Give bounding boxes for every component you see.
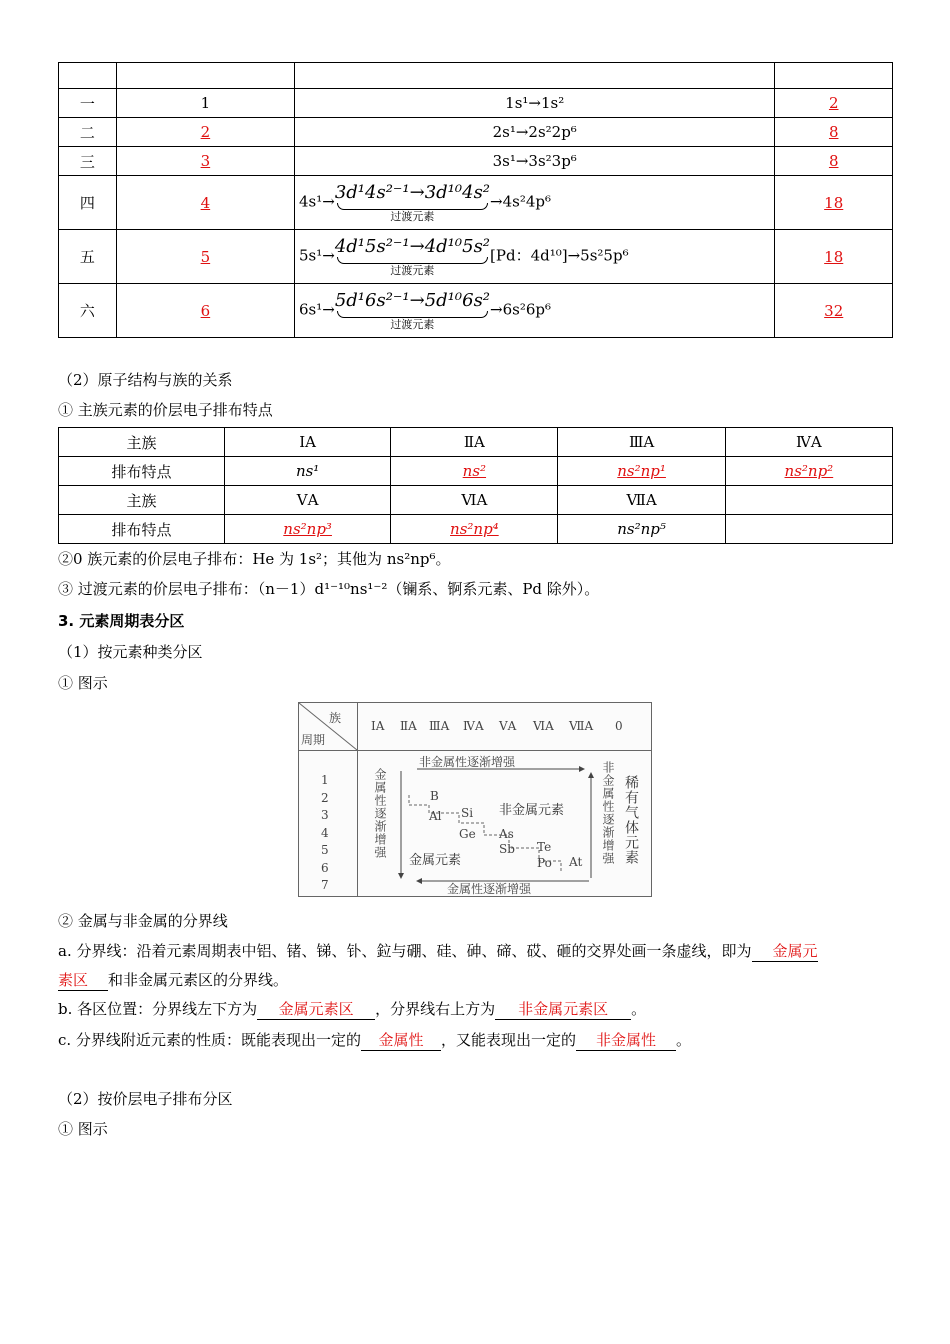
subsection-heading: ① 主族元素的价层电子排布特点 bbox=[58, 401, 273, 419]
section-heading: 3. 元素周期表分区 bbox=[58, 612, 185, 630]
text-segment: c. 分界线附近元素的性质：既能表现出一定的 bbox=[58, 1031, 361, 1049]
text-segment: ，分界线右上方为 bbox=[375, 1000, 496, 1018]
group-label: ⅡA bbox=[400, 719, 417, 733]
group-label: ⅤA bbox=[499, 719, 517, 733]
element-symbol: Si bbox=[461, 806, 474, 820]
period-label: 5 bbox=[321, 843, 329, 857]
table-row bbox=[59, 515, 893, 544]
metal-region-label: 金属元素 bbox=[409, 853, 462, 868]
period-label: 3 bbox=[321, 808, 329, 822]
config-cell bbox=[294, 230, 774, 284]
config-cell bbox=[294, 284, 774, 338]
config-suffix: [Pd：4d¹⁰]→5s²5p⁶ bbox=[490, 246, 629, 265]
brace-top: 3d¹4s²⁻¹→3d¹⁰4s² bbox=[334, 182, 491, 203]
text-segment: ，又能表现出一定的 bbox=[440, 1031, 576, 1049]
period-cell: 六 bbox=[59, 284, 117, 338]
count-cell: 32 bbox=[775, 284, 893, 338]
table-cell: ns²np⁴ bbox=[391, 515, 558, 544]
config-cell: 3s¹→3s²3p⁶ bbox=[294, 147, 774, 176]
table-cell: ⅠA bbox=[225, 428, 391, 457]
table-cell: ns²np⁵ bbox=[558, 515, 725, 544]
element-symbol: B bbox=[430, 789, 439, 803]
table-cell: 排布特点 bbox=[59, 515, 225, 544]
transition-brace bbox=[335, 182, 490, 223]
text-segment: 。 bbox=[631, 1000, 647, 1018]
count-cell: 2 bbox=[775, 89, 893, 118]
bottom-arrow-label: 金属性逐渐增强 bbox=[447, 882, 532, 896]
table-cell: 排布特点 bbox=[59, 457, 225, 486]
table-cell: ns¹ bbox=[225, 457, 391, 486]
group-label: ⅥA bbox=[533, 719, 554, 733]
subsection-heading: ② 金属与非金属的分界线 bbox=[58, 912, 228, 930]
table-cell: ns²np³ bbox=[225, 515, 391, 544]
text-line: ②0 族元素的价层电子排布：He 为 1s²；其他为 ns²np⁶。 bbox=[58, 550, 451, 568]
brace-label: 过渡元素 bbox=[390, 318, 435, 331]
period-label: 6 bbox=[321, 861, 329, 875]
periodic-region-figure bbox=[298, 702, 652, 897]
text-segment: 与硼、硅、砷、碲、砹、 bbox=[391, 942, 557, 960]
top-arrow-label: 非金属性逐渐增强 bbox=[419, 755, 516, 769]
element-symbol: As bbox=[499, 827, 514, 841]
brace-arc bbox=[337, 203, 488, 210]
element-symbol: Al bbox=[429, 809, 442, 823]
answer-blank: 非金属性 bbox=[576, 1029, 676, 1051]
table-cell: 主族 bbox=[59, 428, 225, 457]
count-cell: 18 bbox=[775, 176, 893, 230]
corner-top: 族 bbox=[329, 711, 342, 725]
element-symbol: Sb bbox=[499, 842, 515, 856]
count-cell: 18 bbox=[775, 230, 893, 284]
corner-bottom: 周期 bbox=[301, 733, 326, 747]
transition-brace bbox=[335, 236, 490, 277]
count-cell: 8 bbox=[775, 118, 893, 147]
transition-brace bbox=[335, 290, 490, 331]
text-segment: a. 分界线：沿着元素周期表中铝、锗、锑、钋、 bbox=[58, 942, 377, 960]
config-prefix: 6s¹→ bbox=[298, 300, 335, 319]
table-row bbox=[59, 284, 893, 338]
table-cell: ⅥA bbox=[391, 486, 558, 515]
table-cell: ns² bbox=[391, 457, 558, 486]
table-row bbox=[59, 230, 893, 284]
start-cell: 6 bbox=[116, 284, 294, 338]
table-row bbox=[59, 118, 893, 147]
table-row bbox=[59, 176, 893, 230]
text-line bbox=[58, 998, 646, 1020]
brace-top: 5d¹6s²⁻¹→5d¹⁰6s² bbox=[334, 290, 491, 311]
answer-blank: 素区 bbox=[58, 969, 108, 991]
period-cell: 二 bbox=[59, 118, 117, 147]
element-symbol: Te bbox=[537, 840, 552, 854]
text-segment: 和非金属元素区的分界线。 bbox=[108, 971, 289, 989]
table-cell: ⅦA bbox=[558, 486, 725, 515]
table-row bbox=[59, 428, 893, 457]
group-label: 0 bbox=[615, 719, 623, 733]
period-cell: 四 bbox=[59, 176, 117, 230]
table-cell bbox=[725, 515, 892, 544]
subsection-heading: （1）按元素种类分区 bbox=[58, 643, 203, 661]
config-cell: 2s¹→2s²2p⁶ bbox=[294, 118, 774, 147]
table-cell bbox=[725, 486, 892, 515]
period-cell: 一 bbox=[59, 89, 117, 118]
config-suffix: →4s²4p⁶ bbox=[490, 192, 552, 211]
period-cell: 五 bbox=[59, 230, 117, 284]
element-symbol: Po bbox=[537, 856, 552, 870]
header-cell bbox=[59, 63, 117, 89]
element-symbol: At bbox=[569, 855, 583, 869]
table-row bbox=[59, 457, 893, 486]
period-label: 1 bbox=[321, 773, 329, 787]
period-table bbox=[58, 62, 893, 338]
answer-blank: 金属性 bbox=[361, 1029, 441, 1051]
table-cell: ns²np¹ bbox=[558, 457, 725, 486]
text-line bbox=[58, 969, 288, 991]
header-cell bbox=[116, 63, 294, 89]
text-segment: 。 bbox=[675, 1031, 691, 1049]
table-cell: ⅤA bbox=[225, 486, 391, 515]
group-label: ⅠA bbox=[371, 719, 385, 733]
period-label: 4 bbox=[321, 826, 329, 840]
brace-top: 4d¹5s²⁻¹→4d¹⁰5s² bbox=[334, 236, 491, 257]
brace-label: 过渡元素 bbox=[390, 264, 435, 277]
answer-blank: 金属元 bbox=[752, 940, 818, 962]
subsection-heading: （2）按价层电子排布分区 bbox=[58, 1090, 233, 1108]
config-prefix: 5s¹→ bbox=[298, 246, 335, 265]
text-segment: 鉝 bbox=[376, 942, 392, 960]
table-row bbox=[59, 486, 893, 515]
text-line bbox=[58, 940, 818, 962]
period-label: 2 bbox=[321, 791, 329, 805]
table-cell: ns²np² bbox=[725, 457, 892, 486]
config-suffix: →6s²6p⁶ bbox=[490, 300, 552, 319]
table-cell: ⅢA bbox=[558, 428, 725, 457]
period-label: 7 bbox=[321, 878, 329, 892]
start-cell: 2 bbox=[116, 118, 294, 147]
start-cell: 4 bbox=[116, 176, 294, 230]
table-cell: ⅡA bbox=[391, 428, 558, 457]
text-segment: 砸的交界处画一条虚线，即为 bbox=[556, 942, 752, 960]
config-cell bbox=[294, 176, 774, 230]
table-row bbox=[59, 89, 893, 118]
brace-arc bbox=[337, 311, 488, 318]
nonmetal-region-label: 非金属元素 bbox=[499, 803, 565, 818]
start-cell: 3 bbox=[116, 147, 294, 176]
start-cell: 1 bbox=[116, 89, 294, 118]
header-cell bbox=[294, 63, 774, 89]
brace-label: 过渡元素 bbox=[390, 210, 435, 223]
table-row bbox=[59, 147, 893, 176]
left-arrow-label: 金属性逐渐增强 bbox=[373, 768, 387, 859]
group-label: ⅣA bbox=[463, 719, 484, 733]
period-cell: 三 bbox=[59, 147, 117, 176]
text-line: ③ 过渡元素的价层电子排布：（n－1）d¹⁻¹⁰ns¹⁻²（镧系、锕系元素、Pd 除外）。 bbox=[58, 580, 600, 598]
group-label: ⅢA bbox=[429, 719, 450, 733]
text-line bbox=[58, 1029, 691, 1051]
period-table-header bbox=[59, 63, 893, 89]
table-cell: ⅣA bbox=[725, 428, 892, 457]
section-heading: （2）原子结构与族的关系 bbox=[58, 371, 233, 389]
element-symbol: Ge bbox=[459, 827, 476, 841]
arrows bbox=[299, 703, 651, 896]
start-cell: 5 bbox=[116, 230, 294, 284]
config-cell: 1s¹→1s² bbox=[294, 89, 774, 118]
noble-gas-label: 稀有气体元素 bbox=[623, 775, 639, 865]
header-cell bbox=[775, 63, 893, 89]
figure-caption: ① 图示 bbox=[58, 1120, 108, 1138]
text-segment: b. 各区位置：分界线左下方为 bbox=[58, 1000, 258, 1018]
answer-blank: 非金属元素区 bbox=[495, 998, 631, 1020]
group-table bbox=[58, 427, 893, 544]
count-cell: 8 bbox=[775, 147, 893, 176]
brace-arc bbox=[337, 257, 488, 264]
figure-caption: ① 图示 bbox=[58, 674, 108, 692]
answer-blank: 金属元素区 bbox=[257, 998, 375, 1020]
group-label: ⅦA bbox=[569, 719, 594, 733]
table-cell: 主族 bbox=[59, 486, 225, 515]
right-arrow-label: 非金属性逐渐增强 bbox=[601, 761, 615, 865]
config-prefix: 4s¹→ bbox=[298, 192, 335, 211]
